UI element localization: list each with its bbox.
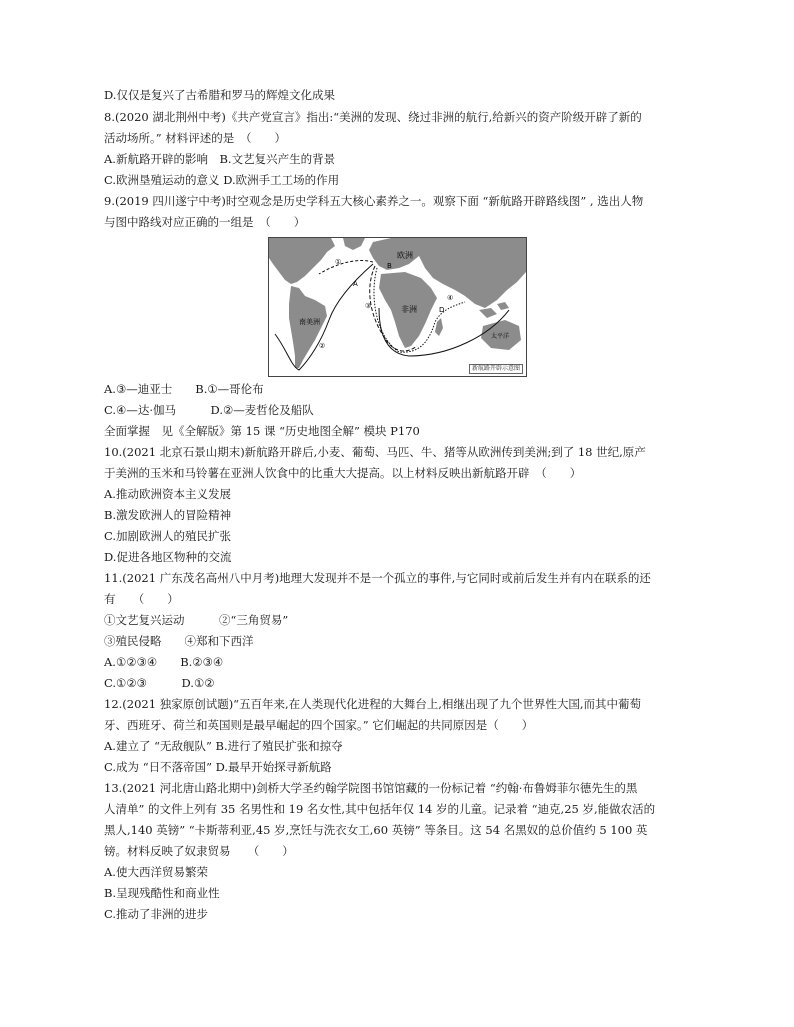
q13-option-c: C.推动了非洲的进步 <box>104 907 209 921</box>
q11-items-34: ③殖民侵略 ④郑和下西洋 <box>104 634 254 648</box>
q11-stem-cont: 有 （ ） <box>104 592 179 606</box>
q10-option-c: C.加剧欧洲人的殖民扩张 <box>104 529 232 543</box>
q10-stem: 10.(2021 北京石景山期末)新航路开辟后,小麦、葡萄、马匹、牛、猪等从欧洲传到美洲;到了 18 世纪,原产 <box>104 445 646 459</box>
q12-stem-cont: 牙、西班牙、荷兰和英国则是最早崛起的四个国家。” 它们崛起的共同原因是（ ） <box>104 718 534 732</box>
new-routes-map <box>268 237 527 377</box>
q11-stem: 11.(2021 广东茂名高州八中月考)地理大发现并不是一个孤立的事件,与它同时或前后发生并有内在联系的还 <box>104 571 651 585</box>
q9-options-cd: C.④—达·伽马 D.②—麦哲伦及船队 <box>104 403 314 417</box>
q13-stem-cont-1: 人清单” 的文件上列有 35 名男性和 19 名女性,其中包括年仅 14 岁的儿童。记录着 “迪克,25 岁,能做农活的 <box>104 802 656 816</box>
q8-stem: 8.(2020 湖北荆州中考)《共产党宣言》指出:“美洲的发现、绕过非洲的航行,给新兴的资产阶级开辟了新的 <box>104 110 642 124</box>
label-route-2: ② <box>319 342 326 350</box>
q10-option-a: A.推动欧洲资本主义发展 <box>104 487 231 501</box>
q8-options-cd: C.欧洲垦殖运动的意义 D.欧洲手工工场的作用 <box>104 173 340 187</box>
south-america-landmass <box>289 286 327 368</box>
q7-option-d: D.仅仅是复兴了古希腊和罗马的辉煌文化成果 <box>104 88 335 102</box>
q13-stem: 13.(2021 河北唐山路北期中)剑桥大学圣约翰学院图书馆馆藏的一份标记着 “约翰·布鲁姆菲尔德先生的黑 <box>104 781 638 795</box>
q9-stem-cont: 与图中路线对应正确的一组是 （ ） <box>104 215 306 229</box>
north-america-landmass <box>269 238 335 284</box>
q9-options-ab: A.③—迪亚士 B.①—哥伦布 <box>104 382 264 396</box>
label-route-3: ③ <box>365 302 372 310</box>
q13-stem-cont-2: 黑人,140 英镑” “卡斯蒂利亚,45 岁,烹饪与洗衣女工,60 英镑” 等条目。这 54 名黑奴的总价值约 5 100 英 <box>104 823 648 837</box>
q12-options-cd: C.成为 “日不落帝国” D.最早开始探寻新航路 <box>104 760 332 774</box>
q12-options-ab: A.建立了 “无敌舰队” B.进行了殖民扩张和掠夺 <box>104 739 343 753</box>
q12-stem: 12.(2021 独家原创试题)“五百年来,在人类现代化进程的大舞台上,相继出现了九个世界性大国,而其中葡萄 <box>104 697 642 711</box>
label-d: D <box>439 306 445 314</box>
label-a: A <box>353 280 358 288</box>
greenland-landmass <box>343 238 365 250</box>
label-route-4: ④ <box>447 294 454 302</box>
q8-stem-cont: 活动场所。” 材料评述的是 （ ） <box>104 131 287 145</box>
q11-options-cd: C.①②③ D.①② <box>104 676 215 690</box>
label-south-america: 南美洲 <box>299 318 320 326</box>
q13-option-a: A.使大西洋贸易繁荣 <box>104 865 208 879</box>
q8-options-ab: A.新航路开辟的影响 B.文艺复兴产生的背景 <box>104 152 336 166</box>
label-pacific: 太平洋 <box>491 333 510 340</box>
q10-stem-cont: 于美洲的玉米和马铃薯在亚洲人饮食中的比重大大提高。以上材料反映出新航路开辟 （ ） <box>104 466 582 480</box>
map-caption: 新航路开辟示意图 <box>469 364 523 374</box>
reference-note: 全面掌握 见《全解版》第 15 课 “历史地图全解” 模块 P170 <box>104 424 420 438</box>
q11-options-ab: A.①②③④ B.②③④ <box>104 655 224 669</box>
q11-items-12: ①文艺复兴运动 ②“三角贸易” <box>104 613 289 627</box>
map-graphic <box>269 238 526 376</box>
q13-option-b: B.呈现残酷性和商业性 <box>104 886 220 900</box>
label-europe: 欧洲 <box>397 251 413 260</box>
label-africa: 非洲 <box>401 305 417 314</box>
q9-stem: 9.(2019 四川遂宁中考)时空观念是历史学科五大核心素养之一。观察下面 “新航路开辟路线图” , 选出人物 <box>104 194 644 208</box>
label-b: B <box>387 262 392 270</box>
q10-option-d: D.促进各地区物种的交流 <box>104 550 232 564</box>
q13-stem-cont-3: 镑。材料反映了奴隶贸易 （ ） <box>104 844 294 858</box>
q10-option-b: B.激发欧洲人的冒险精神 <box>104 508 232 522</box>
label-route-1: ① <box>335 258 342 266</box>
